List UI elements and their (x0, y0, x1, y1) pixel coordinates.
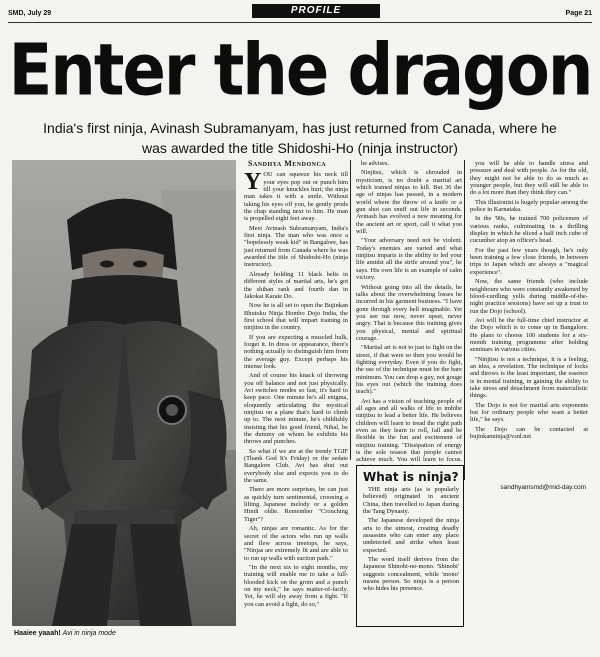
sidebar-box (356, 465, 464, 627)
article-column-1 (244, 160, 348, 648)
page-number: Page 21 (565, 10, 592, 17)
sidebar-title: What is ninja? (363, 470, 459, 484)
author-email: sandhyamsmd@mid-day.com (500, 484, 586, 491)
article-paragraph: "Ninjitsu is not a technique, it is a feeling, an idea, a revelation. The technique of locks and throws is the least important, the essence is in mental training, in gaining the ability to take stress and detachment from materialistic things. (470, 355, 588, 400)
article-paragraph: The Dojo can be contacted at bujinkanninja@vsnl.net (470, 425, 588, 441)
sidebar-body (357, 486, 463, 593)
article-paragraph: Already holding 11 black belts in different styles of martial arts, he's got the shihan rank and fourth dan in Jakokai Karate Do. (244, 270, 348, 300)
article-paragraph: If you are expecting a muscled hulk, forget it. In dress or appearance, there's nothing actually to distinguish him from the average guy. Except perhaps his intense look. (244, 333, 348, 370)
article-paragraph: In the '90s, he trained 700 policemen of various ranks, culminating in a thrilling display in which he sliced a half inch cube of cucumber atop an officer's head. (470, 215, 588, 245)
article-paragraph: "In the next six to eight months, my training will enable me to take a full-blooded kick on the groin and a punch on my neck," he says matter-of-factly. Yet, he will shy away from a fight. "If you can avoid a fight, do so," (244, 563, 348, 608)
drop-cap: Y (244, 169, 262, 196)
article-paragraph: Without going into all the details, he talks about the overwhelming losses he incurred in his garment business. "I have gone through every hell imaginable. Yet you see me now, never upset, never angry. That is because this training gives you physical, mental and spiritual courage. (356, 283, 462, 342)
byline: Sandhya Mendonca (248, 159, 327, 168)
article-paragraph: "Your adversary need not be violent. Today's enemies are varied and what ninjitsu imparts is the ability to led your life amidst all the strife around you", he says. His own life is an example of calm victory. (356, 237, 462, 282)
section-label: PROFILE (252, 4, 380, 18)
sidebar-paragraph: THE ninja arts (as is popularly believed) originated in ancient China, then travelled to Japan during the Tang Dynasty. (363, 486, 459, 516)
article-paragraph: This illusionist is hugely popular among the police in Karnataka. (470, 198, 588, 214)
article-paragraph: Now, the same friends (who include neighbours who were constantly awakened by blood-curdling yells during middle-of-the-night practice sessions) have set up a trust to run the Dojo (school). (470, 278, 589, 315)
sidebar-paragraph: The Japanese developed the ninja arts to the utmost, creating deadly assassins who can enter any place undetected and strike when least expected. (363, 517, 459, 554)
article-paragraph: There are more surprises, he can just as quickly turn sentimental, crooning a lilting Japanese melody or a golden Hindi oldie. Remember "Crouching Tiger"? (244, 486, 348, 523)
headline: Enter the dragon (8, 29, 592, 113)
photo-caption (14, 630, 234, 637)
article-paragraph: Meet Avinash Subramanyam, India's first ninja. The man who was once a "hopelessly weak kid" in Bangalore, has just returned from Canada where he was awarded the title of Shidoshi-Ho (ninja instructor). (244, 224, 348, 269)
ninja-photo (12, 160, 236, 626)
article-paragraph: Avi will be the full-time chief instructor at the Dojo which is to come up in Bangalore. He plans to choose 100 students for a six-month training programme after holding seminars in various cities. (470, 316, 588, 354)
sidebar-paragraph: The word itself derives from the Japanese Shinobi-no-mono. 'Shinobi' suggests concealment, while 'mono' means person. So ninja is a person who hides his presence. (363, 556, 459, 593)
article-paragraph: "Martial art is not to just to fight on the street, if that were so then you would be fighting everyday. Even if you do fight, the use of the technique must be the bare minimum. You can drop a guy, not gouge his eyes out (which the training does teach)." (356, 344, 462, 396)
article-column-3 (470, 160, 588, 480)
standfirst: India's first ninja, Avinash Subramanyam, has just returned from Canada, where he was awarded the title Shidoshi-Ho (ninja instructor) (43, 120, 557, 156)
article-paragraph: YOU can squeeze his neck till your eyes pop out or punch him till your knuckles hurt; the ninja man takes it with a smile. Without taking his eyes off you, he gently prods the chap standing next to him. He man is propelled eight feet away. (244, 169, 348, 223)
article-paragraph: you will be able to handle stress and pressure and deal with people. As for the old, they might not be able to do as much as younger people, but they will still be able to do a lot more than they think they can." (470, 160, 588, 197)
article-paragraph: Now he is all set to open the Bujinkan Bhutoku Ninja Hombo Dojo India, the first school that will impart training in ninjitsu in the country. (244, 302, 348, 332)
running-header (8, 4, 592, 20)
column-divider (464, 160, 465, 480)
column-divider (350, 160, 351, 460)
article-paragraph: he advises. (361, 160, 390, 167)
ninja-figure-image (12, 160, 236, 626)
header-rule (8, 22, 592, 23)
article-paragraph: And of course his knack of throwing you off balance and not just physically. Avi switches modes so fast, it's hard to keep pace. One minute he's all enigma, eloquently articulating the mystical ninjitsu on a plane that's hard to climb up to. The next minute, he's childishly insisting that his good friend, Nihal, be the dummy on whom he exhibits his throws and punches. (244, 372, 348, 446)
article-paragraph: So what if we are at the trendy TGIF (Thank God It's Friday) or the sedate Bangalore Club. Avi has shut out everybody else and expects you to do the same. (244, 447, 348, 485)
article-paragraph: Ninjitsu, which is shrouded in mysticism, is no doubt a martial art which trained ninjas to kill. But 36 the age of ninjas has passed, in a modern world where the throw of a knife or a gun shot can snuff out life in seconds. Avinash has evolved a new meaning for the ancient art or sport, call it what you will. (356, 169, 462, 236)
article-paragraph: For the past few years though, he's only been training a few close friends, in between trips to Japan which are always a "magical experience". (470, 246, 588, 276)
article-paragraph: Avi has a vision of teaching people of all ages and all walks of life to imbibe ninjitsu to lead a better life. He believes children will learn to tread the right path even as they learn to roll, fall and be flexible in the fun and excitement of ninjitsu training. "Dissipation of energy is the sole reason that people cannot achieve much. You will learn to focus. (356, 397, 462, 464)
caption-italic: Avi in ninja mode (62, 630, 116, 637)
article-column-2 (356, 160, 462, 464)
paper-date: SMD, July 29 (8, 10, 52, 17)
article-paragraph: The Dojo is not for martial arts exponents but for ordinary people who want a better life," he says. (470, 401, 588, 424)
article-paragraph: Ah, ninjas are romantic. As for the secret of the actors who run up walls and flew across treetops, he says, "Ninjas are extremely fit and are able to to run up walls with suction pads." (244, 525, 348, 562)
caption-bold: Haaiee yaaah! (14, 630, 61, 637)
